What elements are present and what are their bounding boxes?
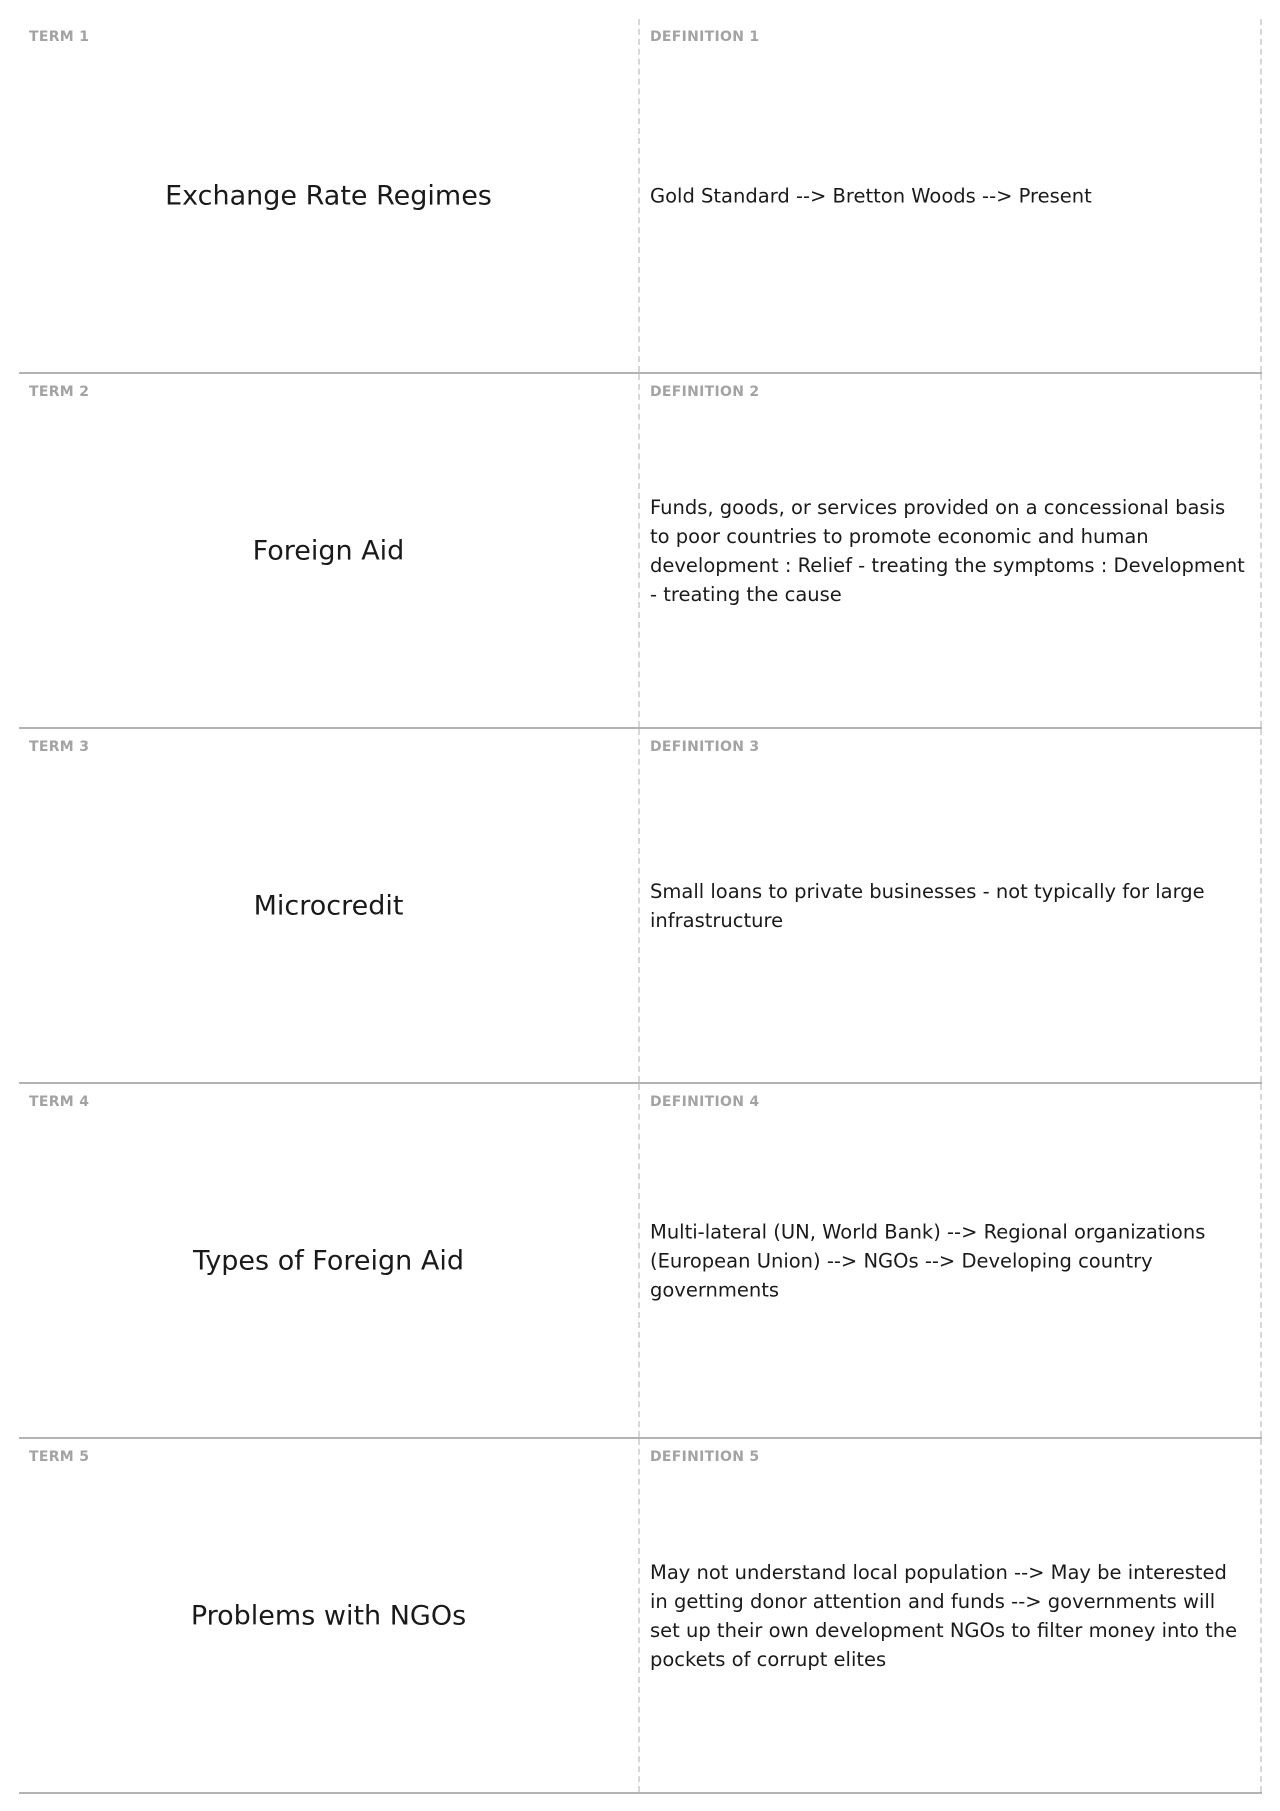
term-text: Microcredit xyxy=(253,890,404,921)
term-label: TERM 4 xyxy=(29,1094,90,1110)
term-label: TERM 3 xyxy=(29,739,90,755)
term-text: Foreign Aid xyxy=(252,535,405,566)
term-cell xyxy=(19,729,640,1082)
term-label: TERM 1 xyxy=(29,29,90,45)
flashcard xyxy=(19,1084,1262,1439)
term-label: TERM 5 xyxy=(29,1449,90,1465)
term-text: Types of Foreign Aid xyxy=(193,1245,464,1276)
definition-label: DEFINITION 5 xyxy=(650,1449,760,1465)
term-text: Exchange Rate Regimes xyxy=(165,180,492,211)
flashcard-list xyxy=(19,19,1262,1794)
definition-cell xyxy=(640,729,1262,1082)
term-cell xyxy=(19,374,640,727)
definition-cell xyxy=(640,1439,1262,1792)
definition-label: DEFINITION 2 xyxy=(650,384,760,400)
definition-label: DEFINITION 1 xyxy=(650,29,760,45)
definition-text: Funds, goods, or services provided on a concessional basis to poor countries to promote economic and human development : Relief - treating the symptoms : Development - treating the cause xyxy=(650,495,1245,606)
flashcard xyxy=(19,374,1262,729)
definition-label: DEFINITION 3 xyxy=(650,739,760,755)
definition-cell xyxy=(640,1084,1262,1437)
definition-cell xyxy=(640,19,1262,372)
term-cell xyxy=(19,1439,640,1792)
definition-text: Multi-lateral (UN, World Bank) --> Regional organizations (European Union) --> NGOs --> Developing country governments xyxy=(650,1220,1206,1301)
term-cell xyxy=(19,19,640,372)
definition-cell xyxy=(640,374,1262,727)
definition-text: May not understand local population --> May be interested in getting donor attention and funds --> governments will set up their own development NGOs to filter money into the pockets of corrupt elites xyxy=(650,1560,1238,1671)
flashcard xyxy=(19,1439,1262,1794)
term-cell xyxy=(19,1084,640,1437)
flashcard xyxy=(19,729,1262,1084)
term-text: Problems with NGOs xyxy=(190,1600,467,1631)
flashcard xyxy=(19,19,1262,374)
definition-text: Small loans to private businesses - not typically for large infrastructure xyxy=(650,879,1205,932)
definition-text: Gold Standard --> Bretton Woods --> Present xyxy=(650,184,1092,207)
term-label: TERM 2 xyxy=(29,384,90,400)
definition-label: DEFINITION 4 xyxy=(650,1094,760,1110)
